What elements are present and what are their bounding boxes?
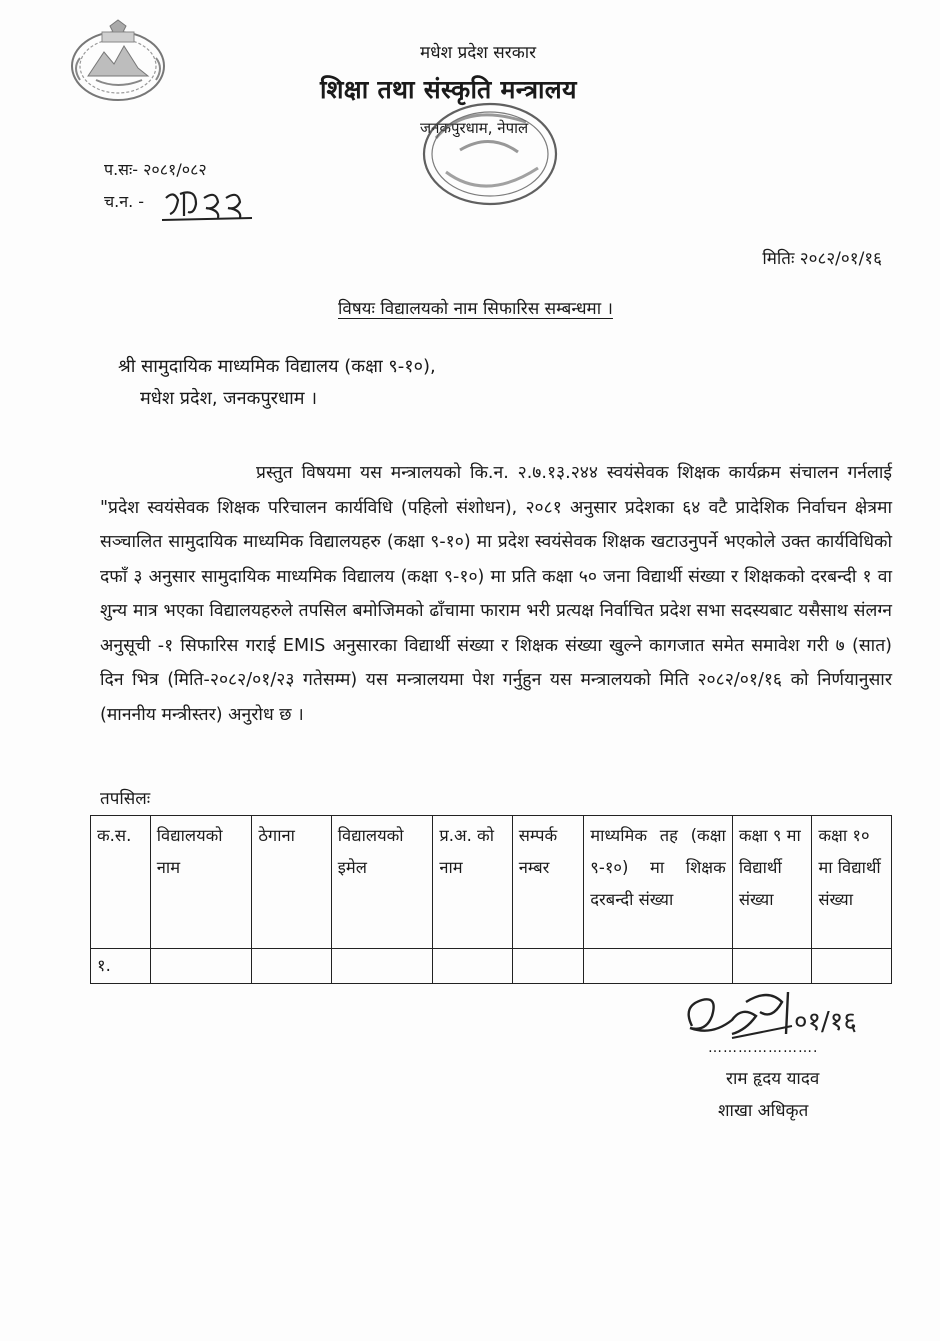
ministry-title: शिक्षा तथा संस्कृति मन्त्रालय [320,75,577,104]
government-name: मधेश प्रदेश सरकार [420,43,537,63]
column-header: विद्यालयको नाम [150,816,252,949]
table-cell [150,949,252,984]
table-cell [433,949,512,984]
letter-reference-number: प.सः- २०८१/०८२ [104,160,207,179]
column-header: ठेगाना [252,816,331,949]
letter-subject: विषयः विद्यालयको नाम सिफारिस सम्बन्धमा । [338,299,613,319]
column-header: विद्यालयको इमेल [331,816,433,949]
details-label: तपसिलः [100,789,151,809]
table-cell [732,949,812,984]
column-header: सम्पर्क नम्बर [512,816,584,949]
column-header: माध्यमिक तह (कक्षा ९-१०) मा शिक्षक दरबन्दी संख्या [584,816,733,949]
nepal-emblem-icon [66,18,170,104]
addressee-line-2: मधेश प्रदेश, जनकपुरधाम । [140,388,318,409]
signatory-designation: शाखा अधिकृत [718,1101,809,1121]
ministry-location: जनकपुरधाम, नेपाल [420,119,529,137]
table-cell [584,949,733,984]
table-cell [512,949,584,984]
handwritten-dispatch-number [160,184,256,224]
table-cell [812,949,892,984]
table-row [91,949,892,984]
dispatch-number-label: च.न. - [104,192,145,211]
office-stamp [406,92,566,210]
addressee-line-1: श्री सामुदायिक माध्यमिक विद्यालय (कक्षा ९-१०), [118,356,436,377]
table-cell [252,949,331,984]
signatory-name: राम हृदय यादव [726,1069,820,1089]
column-header: क.स. [91,816,151,949]
column-header: प्र.अ. को नाम [433,816,512,949]
letter-body: प्रस्तुत विषयमा यस मन्त्रालयको कि.न. २.७.१३.२४४ स्वयंसेवक शिक्षक कार्यक्रम संचालन गर्नलाई "प्रदेश स्वयंसेवक शिक्षक परिचालन कार्यविधि (पहिलो संशोधन), २०८१ अनुसार प्रदेशका ६४ वटै प्रादेशिक निर्वाचन क्षेत्रमा सञ्चालित सामुदायिक माध्यमिक विद्यालयहरु (कक्षा ९-१०) मा प्रदेश स्वयंसेवक शिक्षक खटाउनुपर्ने भएकोले उक्त कार्यविधिको दफाँ ३ अनुसार सामुदायिक माध्यमिक विद्यालय (कक्षा ९-१०) मा प्रति कक्षा ५० जना विद्यार्थी संख्या र शिक्षकको दरबन्दी १ वा शुन्य मात्र भएका विद्यालयहरुले तपसिल बमोजिमको ढाँचामा फाराम भरी प्रत्यक्ष निर्वाचित प्रदेश सभा सदस्यबाट यसैसाथ संलग्न अनुसूची -१ सिफारिस गराई EMIS अनुसारका विद्यार्थी संख्या र शिक्षक संख्या खुल्ने कागजात समेत समावेश गरी ७ (सात) दिन भित्र (मिति-२०८२/०१/२३ गतेसम्म) यस मन्त्रालयमा पेश गर्नुहुन यस मन्त्रालयको मिति २०८२/०१/१६ को निर्णयानुसार (माननीय मन्त्रीस्तर) अनुरोध छ । [100,463,892,725]
table-cell [331,949,433,984]
table-header-row [91,816,892,949]
signature-line: …………………. [708,1040,819,1056]
letter-date: मितिः २०८२/०१/१६ [762,249,882,269]
column-header: कक्षा १० मा विद्यार्थी संख्या [812,816,892,949]
column-header: कक्षा ९ मा विद्यार्थी संख्या [732,816,812,949]
school-details-table [90,815,892,984]
signature-date: ०१/१६ [794,1007,857,1037]
table-cell: १. [91,949,151,984]
